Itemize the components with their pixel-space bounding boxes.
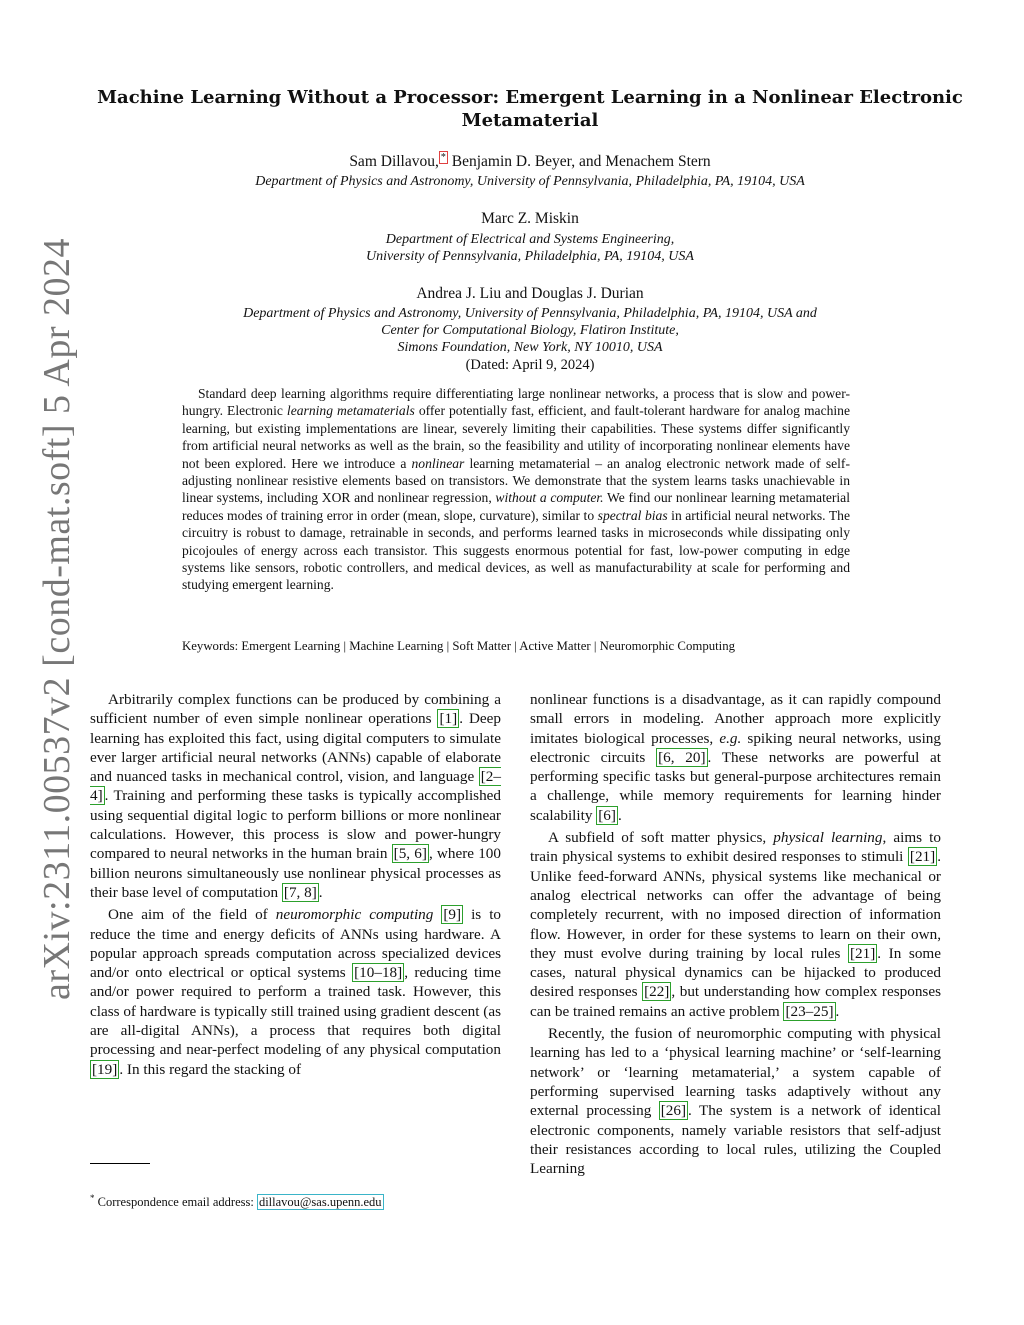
author-names-2: Marc Z. Miskin [481,210,579,227]
paper-title: Machine Learning Without a Processor: Emergent Learning in a Nonlinear Electronic Metamaterial [97,87,963,131]
author-block-3 [80,285,980,374]
citation-link[interactable]: [9] [443,906,462,924]
affiliation-1: Department of Physics and Astronomy, University of Pennsylvania, Philadelphia, PA, 19104, USA [255,174,805,190]
author-names-1 [80,152,980,171]
citation-link[interactable]: [7, 8] [283,883,317,901]
correspondence-marker[interactable]: * [440,152,446,163]
author-block-2 [80,210,980,265]
affiliation-3-line3: Simons Foundation, New York, NY 10010, USA [397,340,663,355]
arxiv-side-stamp: arXiv:2311.00537v2 [cond-mat.soft] 5 Apr 2024 [36,238,78,1000]
citation-link[interactable]: [6, 20] [658,748,706,766]
citation-link[interactable]: [22] [644,983,670,1001]
citation-link[interactable]: [5, 6] [393,845,427,863]
email-link[interactable]: dillavou@sas.upenn.edu [258,1195,382,1210]
citation-link[interactable]: [1] [439,710,458,728]
footnote-rule [90,1163,150,1164]
citation-link[interactable]: [10–18] [354,964,403,982]
affiliation-2-line1: Department of Electrical and Systems Engineering, [385,232,675,247]
citation-link[interactable]: [2–4] [90,768,501,805]
footnote-text: Correspondence email address: [94,1195,257,1210]
author-rest: Benjamin D. Beyer, and Menachem Stern [447,153,711,171]
citation-link[interactable]: [6] [598,806,616,824]
citation-link[interactable]: [21] [909,848,936,866]
footnote-marker: * [90,1193,95,1203]
affiliation-3-line1: Department of Physics and Astronomy, University of Pennsylvania, Philadelphia, PA, 19104, USA and [243,306,817,321]
author-block-1 [80,152,980,190]
left-column [90,690,501,1079]
citation-link[interactable]: [21] [849,944,876,962]
right-paragraph-3: Recently, the fusion of neuromorphic computing with physical learning has led to a ‘physical learning machine’ or ‘self-learning network’ or ‘learning metamaterial,’ a system capable of performing supervised learning tasks adaptively without any external processing [26] . The system is a network of identical electronic components, namely variable resistors that self-adjust their resistances according to local rules, utilizing the Coupled Learning [530,1025,941,1178]
right-paragraph-2: A subfield of soft matter physics, physical learning, aims to train physical systems to exhibit desired responses to stimuli [21] . Unlike feed-forward ANNs, physical systems like mechanical or analog electrical networks can offer the advantage of being completely recurrent, with no imposed direction of information flow. However, in order for these systems to learn on their own, they must evolve during training by local rules [21] . In some cases, natural physical dynamics can be hijacked to produced desired responses [22] , but understanding how complex responses can be trained remains an active problem [23–25] . [530,829,941,1020]
author-first: Sam Dillavou, [349,153,439,171]
dated: (Dated: April 9, 2024) [465,357,595,373]
footnote [90,1193,384,1210]
citation-link[interactable]: [19] [92,1060,118,1078]
right-paragraph-1: nonlinear functions is a disadvantage, as it can rapidly compound small errors in modeling. Another approach more explicitly imitates biological processes, e.g. spiking neural networks, using electronic circuits [6, 20] . These networks are powerful at performing specific tasks but general-purpose architectures remain a challenge, while memory requirements for learning hinder scalability [6] . [530,691,941,824]
left-paragraph-1: Arbitrarily complex functions can be produced by combining a sufficient number of even simple nonlinear operations [1] . Deep learning has exploited this fact, using digital computers to simulate ever larger artificial neural networks (ANNs) capable of elaborate and nuanced tasks in mechanical control, vision, and language [2–4] . Training and performing these tasks is typically accomplished using sequential digital logic to perform billions or more nonlinear calculations. However, this process is slow and power-hungry compared to neural networks in the human brain [5, 6] , where 100 billion neurons simultaneously use nonlinear physical processes as their base level of computation [7, 8] . [90,691,501,901]
keywords: Keywords: Emergent Learning | Machine Learning | Soft Matter | Active Matter | Neuromorphic Computing [182,639,736,653]
affiliation-2-line2: University of Pennsylvania, Philadelphia, PA, 19104, USA [366,249,694,264]
citation-link[interactable]: [26] [660,1102,687,1120]
citation-link[interactable]: [23–25] [785,1002,834,1020]
author-names-3: Andrea J. Liu and Douglas J. Durian [416,285,644,302]
left-paragraph-2: One aim of the field of neuromorphic computing [9] is to reduce the time and energy deficits of ANNs using hardware. A popular approach spreads computation across specialized devices and/or onto electrical or optical systems [10–18] , reducing time and/or power required to perform a trained task. However, this class of hardware is typically still trained using gradient descent (as are all-digital ANNs), a process that requires both digital processing and near-perfect modeling of any physical computation [19] . In this regard the stacking of [90,906,502,1078]
abstract: Standard deep learning algorithms require differentiating large nonlinear networks, a process that is slow and power-hungry. Electronic learning metamaterials offer potentially fast, efficient, and fault-tolerant hardware for analog machine learning, but existing implementations are linear, severely limiting their capabilities. These systems differ significantly from artificial neural networks as well as the brain, so the feasibility and utility of incorporating nonlinear elements have not been explored. Here we introduce a nonlinear learning metamaterial – an analog electronic network made of self-adjusting nonlinear resistive elements based on transistors. We demonstrate that the system learns tasks unachievable in linear systems, including XOR and nonlinear regression, without a computer. We find our nonlinear learning metamaterial reduces modes of training error in order (mean, slope, curvature), similar to spectral bias in artificial neural networks. The circuitry is robust to damage, retrainable in seconds, and performs learned tasks in microseconds while dissipating only picojoules of energy across each transistor. This suggests enormous potential for fast, low-power computing in edge systems like sensors, robotic controllers, and medical devices, as well as manufacturability at scale for performing and studying emergent learning. [182,386,851,593]
affiliation-3-line2: Center for Computational Biology, Flatiron Institute, [381,323,679,338]
right-column [530,690,941,1178]
